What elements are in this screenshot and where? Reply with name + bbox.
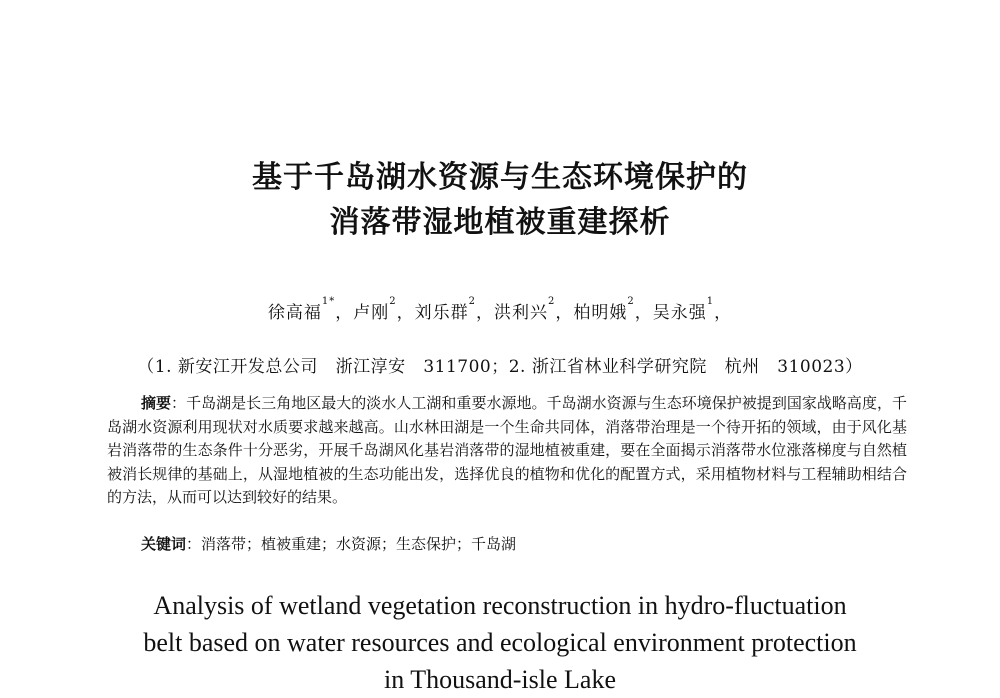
affiliation: （1. 新安江开发总公司 浙江淳安 311700；2. 浙江省林业科学研究院 杭州 310023）: [137, 357, 863, 377]
author-name: 柏明娥: [573, 303, 628, 323]
author-name: 吴永强: [652, 303, 707, 323]
keywords-label: 关键词: [141, 535, 187, 553]
keywords-separator: ：: [186, 535, 202, 553]
abstract-text: 千岛湖是长三角地区最大的淡水人工湖和重要水源地。千岛湖水资源与生态环境保护被提到国家战略高度，千岛湖水资源利用现状对水质要求越来越高。山水林田湖是一个生命共同体，消落带治理是一个待开拓的领域，由于风化基岩消落带的生态条件十分恶劣，开展千岛湖风化基岩消落带的湿地植被重建，要在全面揭示消落带水位涨落梯度与自然植被消长规律的基础上，从湿地植被的生态功能出发，选择优良的植物和优化的配置方式，采用植物材料与工程辅助相结合的方法，从而可以达到较好的结果。: [107, 394, 907, 506]
author-list: [0, 298, 1000, 323]
title-cn-line2: 消落带湿地植被重建探析: [329, 205, 671, 240]
author-affil-mark: 2: [548, 296, 556, 307]
author-separator: ，: [335, 303, 354, 323]
title-en-line3: in Thousand-isle Lake: [383, 665, 617, 694]
abstract-separator: ：: [171, 394, 187, 412]
title-en-line1: Analysis of wetland vegetation reconstruction in hydro-fluctuation: [153, 591, 847, 620]
author-affil-mark: 2: [389, 296, 397, 307]
title-en: [0, 587, 1000, 698]
author-name: 卢刚: [353, 303, 390, 323]
author-separator: ，: [396, 303, 415, 323]
title-en-line2: belt based on water resources and ecological environment protection: [143, 628, 857, 657]
author-separator: ，: [555, 303, 574, 323]
author-separator: ，: [714, 303, 733, 323]
author-separator: ，: [634, 303, 653, 323]
author-name: 刘乐群: [414, 303, 469, 323]
author-separator: ，: [476, 303, 494, 323]
author-affil-mark: 1*: [321, 296, 336, 307]
author-name: 洪利兴: [494, 303, 548, 323]
author-affil-mark: 1: [706, 296, 715, 307]
keywords-text: 消落带；植被重建；水资源；生态保护；千岛湖: [201, 535, 517, 553]
author-affil-mark: 2: [468, 296, 476, 307]
author-name: 徐高福: [267, 303, 322, 323]
abstract-label: 摘要: [141, 394, 172, 412]
abstract: [107, 392, 907, 510]
author-affil-mark: 2: [627, 296, 635, 307]
keywords: [141, 533, 516, 554]
title-cn-line1: 基于千岛湖水资源与生态环境保护的: [252, 160, 748, 195]
